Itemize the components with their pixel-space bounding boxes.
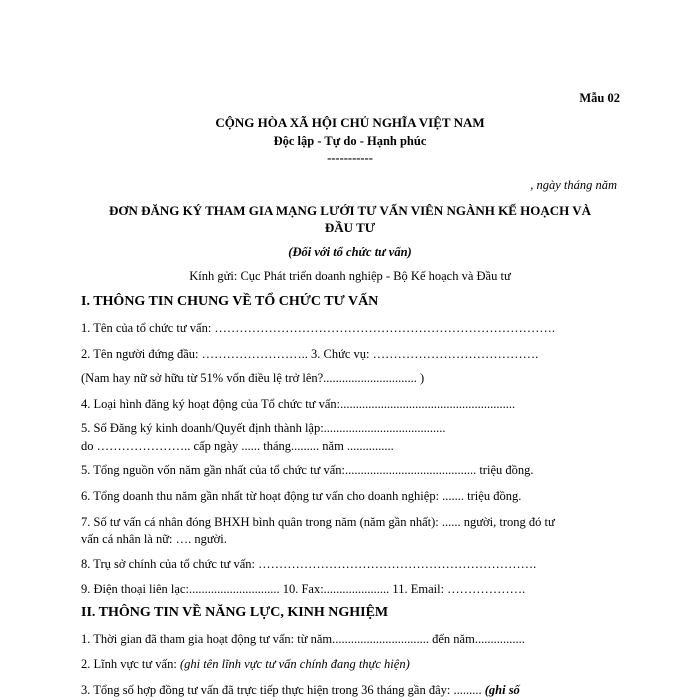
field-registration-issued: do ………………….. cấp ngày ...... tháng......... năm ...............: [81, 439, 394, 453]
field-ownership-note: (Nam hay nữ sở hữu từ 51% vốn điều lệ trở lên?.............................. ): [81, 371, 425, 385]
national-motto: Độc lập - Tự do - Hạnh phúc: [273, 134, 427, 148]
consulting-area-hint: (ghi tên lĩnh vực tư vấn chính đang thực hiện): [179, 657, 410, 671]
document-subtitle: (Đối với tổ chức tư vấn): [288, 245, 412, 259]
field-revenue: 6. Tổng doanh thu năm gần nhất từ hoạt động tư vấn cho doanh nghiệp: ....... triệu đồng.: [81, 489, 522, 503]
field-consulting-period: 1. Thời gian đã tham gia hoạt động tư vấn: từ năm............................... đến năm................: [81, 632, 525, 646]
field-registration-type: 4. Loại hình đăng ký hoạt động của Tổ chức tư vấn:........................................................: [81, 397, 516, 411]
document-title-line2: ĐẦU TƯ: [324, 220, 376, 235]
contract-count-hint: (ghi số: [484, 683, 520, 697]
header-divider: -----------: [327, 151, 373, 165]
field-consulting-area: [81, 656, 621, 672]
section2-heading: II. THÔNG TIN VỀ NĂNG LỰC, KINH NGHIỆM: [81, 605, 389, 620]
field-total-capital: 5. Tổng nguồn vốn năm gần nhất của tổ chức tư vấn:.......................................... triệu đồng.: [81, 463, 534, 477]
contract-count-label: 3. Tổng số hợp đồng tư vấn đã trực tiếp thực hiện trong 36 tháng gần đây: .........: [81, 683, 485, 697]
date-line: , ngày tháng năm: [530, 178, 617, 192]
field-business-registration: 5. Số Đăng ký kinh doanh/Quyết định thành lập:.......................................: [81, 421, 446, 435]
field-consultant-count: 7. Số tư vấn cá nhân đóng BHXH bình quân trong năm (năm gần nhất): ...... người, trong đó tư: [81, 515, 555, 529]
field-female-consultants: vấn cá nhân là nữ: …. người.: [81, 532, 227, 546]
field-organization-name: 1. Tên của tổ chức tư vấn: ……………………………………………………………………….: [81, 321, 556, 335]
form-number: Mẫu 02: [579, 91, 620, 105]
field-head-and-position: 2. Tên người đứng đầu: …………………….. 3. Chức vụ: ………………………………….: [81, 347, 539, 361]
section1-heading: I. THÔNG TIN CHUNG VỀ TỔ CHỨC TƯ VẤN: [81, 294, 379, 309]
consulting-area-label: 2. Lĩnh vực tư vấn:: [81, 657, 180, 671]
national-heading: CỘNG HÒA XÃ HỘI CHỦ NGHĨA VIỆT NAM: [215, 115, 485, 130]
field-contact-info: 9. Điện thoại liên lạc:............................. 10. Fax:..................... 11. Email: ……………….: [81, 582, 526, 596]
field-head-office: 8. Trụ sở chính của tổ chức tư vấn: ………………………………………………………….: [81, 557, 537, 571]
document-title-line1: ĐƠN ĐĂNG KÝ THAM GIA MẠNG LƯỚI TƯ VẤN VIÊN NGÀNH KẾ HOẠCH VÀ: [108, 203, 592, 218]
addressee: Kính gửi: Cục Phát triển doanh nghiệp - Bộ Kế hoạch và Đầu tư: [189, 269, 511, 283]
field-contract-count: [81, 682, 621, 698]
